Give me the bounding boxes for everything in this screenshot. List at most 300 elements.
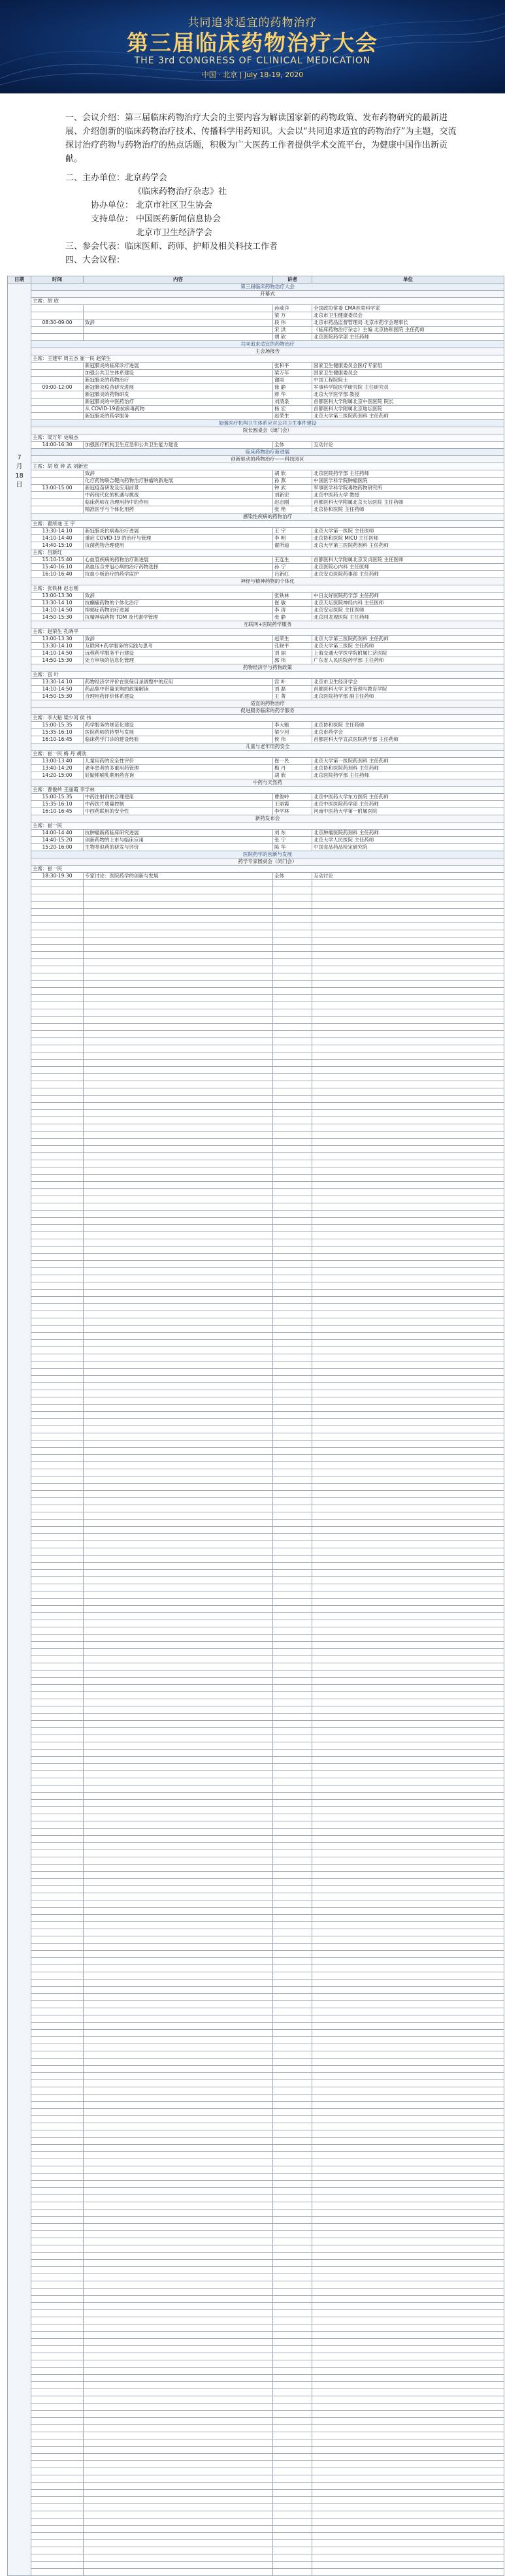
agenda-cell xyxy=(31,1620,84,1627)
agenda-cell xyxy=(84,2547,273,2554)
agenda-row xyxy=(8,2123,504,2130)
agenda-cell xyxy=(312,2202,504,2209)
agenda-row xyxy=(8,772,504,779)
agenda-cell xyxy=(84,1153,273,1160)
agenda-cell xyxy=(312,1570,504,1577)
agenda-row xyxy=(8,736,504,743)
agenda-cell xyxy=(273,1527,312,1534)
agenda-header-time: 时间 xyxy=(31,276,84,284)
agenda-row xyxy=(8,305,504,312)
agenda-cell xyxy=(31,1254,84,1261)
agenda-moderators: 主席：胡 欣 xyxy=(31,298,504,305)
agenda-speaker: 刘清泉 xyxy=(273,399,312,406)
agenda-cell xyxy=(84,1484,273,1491)
agenda-cell xyxy=(84,1944,273,1951)
agenda-row xyxy=(8,2023,504,2030)
agenda-cell xyxy=(31,1282,84,1290)
agenda-cell xyxy=(31,2109,84,2116)
agenda-cell xyxy=(84,1965,273,1972)
agenda-cell xyxy=(273,1031,312,1038)
intro-attendees-text: 临床医师、药师、护师及相关科技工作者 xyxy=(125,242,278,252)
agenda-cell xyxy=(273,2447,312,2454)
agenda-cell xyxy=(84,1333,273,1340)
agenda-time: 13:30-14:10 xyxy=(31,643,84,650)
agenda-cell xyxy=(312,2346,504,2353)
agenda-cell xyxy=(84,1714,273,1721)
agenda-cell xyxy=(273,1814,312,1821)
agenda-speaker: 李大魁 xyxy=(273,722,312,729)
agenda-cell xyxy=(312,1275,504,1282)
agenda-row xyxy=(8,1635,504,1642)
agenda-cell xyxy=(84,2152,273,2159)
agenda-row xyxy=(8,2109,504,2116)
agenda-row xyxy=(8,1060,504,1067)
agenda-row xyxy=(8,1671,504,1678)
agenda-section-row xyxy=(8,341,504,348)
agenda-cell xyxy=(312,2181,504,2188)
agenda-cell xyxy=(273,1354,312,1361)
agenda-row xyxy=(8,1527,504,1534)
agenda-speaker: 张铁林 xyxy=(273,593,312,600)
agenda-cell xyxy=(312,1548,504,1556)
agenda-cell xyxy=(312,2087,504,2095)
agenda-row xyxy=(8,327,504,334)
agenda-cell xyxy=(84,2274,273,2281)
agenda-cell xyxy=(312,952,504,959)
agenda-cell xyxy=(84,1088,273,1096)
agenda-cell xyxy=(312,2030,504,2037)
intro-attendees xyxy=(65,240,457,253)
agenda-row xyxy=(8,1742,504,1750)
agenda-org: 北京大学医学部 教授 xyxy=(312,391,504,399)
agenda-cell xyxy=(31,1886,84,1893)
agenda-cell xyxy=(84,1958,273,1965)
agenda-topic: 药品集中带量采购的政策解读 xyxy=(84,686,273,693)
agenda-cell xyxy=(84,1520,273,1527)
agenda-cell xyxy=(273,2519,312,2526)
agenda-cell xyxy=(312,1714,504,1721)
agenda-cell xyxy=(312,1908,504,1915)
agenda-cell xyxy=(84,1908,273,1915)
agenda-org: 北京大学第三医院药剂科 主任药师 xyxy=(312,636,504,643)
agenda-cell xyxy=(84,2238,273,2245)
agenda-cell xyxy=(31,1908,84,1915)
agenda-cell xyxy=(273,2159,312,2166)
agenda-speaker: 刘 丽 xyxy=(273,650,312,657)
agenda-row xyxy=(8,1326,504,1333)
agenda-cell xyxy=(273,1160,312,1167)
agenda-cell xyxy=(84,1635,273,1642)
agenda-time: 13:00-15:00 xyxy=(31,485,84,492)
agenda-cell xyxy=(31,1117,84,1124)
agenda-cell xyxy=(84,1103,273,1110)
agenda-cell xyxy=(84,2008,273,2015)
agenda-cell xyxy=(312,1081,504,1088)
agenda-cell xyxy=(273,1965,312,1972)
agenda-cell xyxy=(31,1821,84,1829)
agenda-row xyxy=(8,952,504,959)
agenda-cell xyxy=(273,2346,312,2353)
agenda-cell xyxy=(273,2468,312,2475)
agenda-table xyxy=(7,276,504,2576)
agenda-cell xyxy=(312,2439,504,2447)
agenda-cell xyxy=(31,1742,84,1750)
agenda-cell xyxy=(312,1534,504,1541)
agenda-topic: 抗癫痫药物的个体化治疗 xyxy=(84,600,273,607)
agenda-cell xyxy=(84,1031,273,1038)
agenda-cell xyxy=(31,2483,84,2490)
agenda-cell xyxy=(31,1139,84,1146)
agenda-org: 北京天坛医院神经内科 主任医师 xyxy=(312,600,504,607)
agenda-row xyxy=(8,1175,504,1182)
agenda-cell xyxy=(312,887,504,894)
agenda-cell xyxy=(312,1843,504,1850)
agenda-speaker: 吕新红 xyxy=(273,571,312,578)
agenda-cell xyxy=(312,2253,504,2260)
agenda-cell xyxy=(312,902,504,909)
agenda-cell xyxy=(312,2217,504,2224)
agenda-cell xyxy=(31,1211,84,1218)
agenda-cell xyxy=(84,1175,273,1182)
agenda-cell xyxy=(273,2411,312,2418)
agenda-cell xyxy=(84,1584,273,1591)
agenda-cell xyxy=(273,2138,312,2145)
agenda-cell xyxy=(273,1052,312,1060)
agenda-cell xyxy=(84,1110,273,1117)
agenda-cell xyxy=(312,2224,504,2231)
agenda-topic: 加强医疗机构卫生应急和公共卫生能力建设 xyxy=(84,442,273,449)
agenda-cell xyxy=(31,1900,84,1908)
agenda-cell xyxy=(84,2159,273,2166)
agenda-cell xyxy=(84,2562,273,2569)
agenda-cell xyxy=(31,2123,84,2130)
agenda-cell xyxy=(84,1318,273,1326)
agenda-cell xyxy=(84,2389,273,2396)
agenda-cell xyxy=(273,1915,312,1922)
agenda-cell xyxy=(273,1721,312,1728)
agenda-cell xyxy=(312,1261,504,1268)
agenda-cell xyxy=(273,1936,312,1944)
agenda-row xyxy=(8,1865,504,1872)
agenda-cell xyxy=(84,1052,273,1060)
agenda-cell xyxy=(273,1570,312,1577)
agenda-cell xyxy=(273,2109,312,2116)
agenda-cell xyxy=(273,1944,312,1951)
agenda-cell xyxy=(273,1692,312,1699)
agenda-cell xyxy=(31,1132,84,1139)
agenda-cell xyxy=(31,1311,84,1318)
agenda-cell xyxy=(273,1311,312,1318)
agenda-cell xyxy=(31,1017,84,1024)
agenda-cell xyxy=(312,1606,504,1613)
agenda-cell xyxy=(84,2015,273,2023)
agenda-cell xyxy=(312,1167,504,1175)
agenda-cell xyxy=(84,1814,273,1821)
agenda-cell xyxy=(31,1627,84,1635)
agenda-cell xyxy=(31,2195,84,2202)
agenda-cell xyxy=(312,1390,504,1397)
agenda-cell xyxy=(312,1728,504,1735)
agenda-cell xyxy=(31,952,84,959)
agenda-row xyxy=(8,391,504,399)
agenda-cell xyxy=(84,1785,273,1793)
agenda-cell xyxy=(273,2490,312,2497)
agenda-cell xyxy=(31,1103,84,1110)
agenda-cell xyxy=(31,1441,84,1448)
agenda-cell xyxy=(312,1448,504,1455)
agenda-cell xyxy=(273,2368,312,2375)
agenda-cell xyxy=(273,1922,312,1929)
agenda-cell xyxy=(273,1972,312,1980)
agenda-cell xyxy=(273,1024,312,1031)
agenda-row xyxy=(8,542,504,549)
agenda-cell xyxy=(312,2166,504,2174)
agenda-cell xyxy=(312,1462,504,1469)
agenda-org: 北京大学人民医院 主任药师 xyxy=(312,837,504,844)
agenda-time xyxy=(31,312,84,319)
agenda-cell xyxy=(31,1714,84,1721)
agenda-cell xyxy=(31,1419,84,1426)
agenda-row xyxy=(8,1922,504,1929)
agenda-cell xyxy=(31,1153,84,1160)
agenda-cell xyxy=(273,988,312,995)
agenda-cell xyxy=(84,1929,273,1936)
agenda-row xyxy=(8,1793,504,1800)
agenda-cell xyxy=(273,1613,312,1620)
agenda-row xyxy=(8,1347,504,1354)
agenda-cell xyxy=(84,2030,273,2037)
agenda-cell xyxy=(84,2138,273,2145)
agenda-topic: 新冠肺炎的临床诊疗进展 xyxy=(84,363,273,370)
agenda-org: 北京医院药学部 主任药师 xyxy=(312,772,504,779)
agenda-row xyxy=(8,2332,504,2339)
agenda-cell xyxy=(84,1527,273,1534)
agenda-cell xyxy=(31,1182,84,1189)
agenda-cell xyxy=(273,1383,312,1390)
agenda-cell xyxy=(31,1735,84,1742)
agenda-cell xyxy=(84,1656,273,1663)
agenda-cell xyxy=(312,1433,504,1441)
agenda-cell xyxy=(31,1785,84,1793)
agenda-cell xyxy=(312,923,504,930)
agenda-cell xyxy=(31,1793,84,1800)
agenda-cell xyxy=(273,1146,312,1153)
agenda-cell xyxy=(84,2066,273,2073)
agenda-cell xyxy=(273,1167,312,1175)
agenda-row xyxy=(8,880,504,887)
agenda-cell xyxy=(31,2073,84,2080)
agenda-cell xyxy=(31,1584,84,1591)
agenda-cell xyxy=(31,2008,84,2015)
agenda-section-title: 医院药学的创新与发展 xyxy=(31,851,504,858)
agenda-row xyxy=(8,1218,504,1225)
agenda-row xyxy=(8,319,504,327)
agenda-cell xyxy=(31,2145,84,2152)
agenda-cell xyxy=(312,2511,504,2519)
agenda-cell xyxy=(273,1361,312,1369)
agenda-cell xyxy=(273,2339,312,2346)
agenda-cell xyxy=(312,2281,504,2289)
agenda-row xyxy=(8,1685,504,1692)
agenda-row xyxy=(8,2159,504,2166)
agenda-cell xyxy=(273,1153,312,1160)
agenda-row xyxy=(8,2217,504,2224)
agenda-row xyxy=(8,377,504,384)
agenda-time: 13:30-14:10 xyxy=(31,679,84,686)
agenda-cell xyxy=(273,2360,312,2368)
agenda-cell xyxy=(312,1110,504,1117)
agenda-moderators: 主席：吕新红 xyxy=(31,549,504,557)
agenda-moderators: 主席：宫 叶 xyxy=(31,672,504,679)
agenda-cell xyxy=(31,2231,84,2238)
agenda-cell xyxy=(84,1512,273,1520)
agenda-cell xyxy=(31,1606,84,1613)
agenda-cell xyxy=(273,2511,312,2519)
agenda-topic: 抗肿瘤新药临床研究进展 xyxy=(84,830,273,837)
agenda-moderator-row xyxy=(8,866,504,873)
agenda-cell xyxy=(312,2044,504,2051)
agenda-row xyxy=(8,2152,504,2159)
agenda-cell xyxy=(84,2411,273,2418)
agenda-date-cell: 7 月 18 日 xyxy=(8,284,31,2576)
agenda-cell xyxy=(31,1692,84,1699)
agenda-section-row xyxy=(8,456,504,463)
agenda-cell xyxy=(31,1548,84,1556)
agenda-cell xyxy=(273,1642,312,1649)
agenda-speaker: 徐 静 xyxy=(273,384,312,391)
agenda-cell xyxy=(312,1879,504,1886)
agenda-cell xyxy=(84,1563,273,1570)
agenda-cell xyxy=(312,916,504,923)
agenda-cell xyxy=(31,1965,84,1972)
intro-co-organizer xyxy=(65,199,457,212)
agenda-org: 中国工程院院士 xyxy=(312,377,504,384)
agenda-cell xyxy=(31,2519,84,2526)
agenda-speaker: 全体 xyxy=(273,873,312,880)
agenda-speaker: 孔晓平 xyxy=(273,643,312,650)
agenda-cell xyxy=(31,1369,84,1376)
agenda-speaker: 宫 叶 xyxy=(273,679,312,686)
agenda-cell xyxy=(31,1505,84,1512)
agenda-moderators: 主席：张铁林 赵志刚 xyxy=(31,585,504,593)
agenda-cell xyxy=(312,1850,504,1857)
agenda-cell xyxy=(84,1505,273,1512)
agenda-cell xyxy=(84,1290,273,1297)
agenda-cell xyxy=(312,2490,504,2497)
agenda-row xyxy=(8,1750,504,1757)
agenda-cell xyxy=(273,1297,312,1304)
agenda-cell xyxy=(273,1268,312,1275)
agenda-moderator-row xyxy=(8,521,504,528)
agenda-cell xyxy=(84,1146,273,1153)
agenda-moderators: 主席：胡 欣 钟 武 刘新宏 xyxy=(31,463,504,470)
agenda-org: 全国政协常委 CMA首席科学家 xyxy=(312,305,504,312)
agenda-cell xyxy=(31,2562,84,2569)
agenda-cell xyxy=(312,1922,504,1929)
agenda-cell xyxy=(31,1829,84,1836)
agenda-cell xyxy=(31,2059,84,2066)
agenda-cell xyxy=(273,1124,312,1132)
agenda-cell xyxy=(273,1038,312,1045)
agenda-cell xyxy=(273,2281,312,2289)
agenda-cell xyxy=(312,2547,504,2554)
agenda-row xyxy=(8,1678,504,1685)
agenda-cell xyxy=(312,1254,504,1261)
agenda-row xyxy=(8,2540,504,2547)
agenda-row xyxy=(8,1915,504,1922)
agenda-cell xyxy=(84,2080,273,2087)
agenda-row xyxy=(8,2353,504,2360)
agenda-cell xyxy=(273,1096,312,1103)
agenda-row xyxy=(8,1124,504,1132)
agenda-cell xyxy=(312,1476,504,1484)
agenda-speaker: 胡 欣 xyxy=(273,772,312,779)
agenda-cell xyxy=(273,1671,312,1678)
agenda-cell xyxy=(31,1462,84,1469)
agenda-cell xyxy=(31,2023,84,2030)
agenda-cell xyxy=(312,909,504,916)
agenda-cell xyxy=(312,2296,504,2303)
agenda-cell xyxy=(31,1836,84,1843)
agenda-cell xyxy=(31,1009,84,1017)
agenda-cell xyxy=(273,2540,312,2547)
agenda-cell xyxy=(84,2526,273,2533)
agenda-cell xyxy=(84,1821,273,1829)
agenda-cell xyxy=(273,1987,312,1994)
agenda-section-title: 药物经济学与药物政策 xyxy=(31,664,504,672)
agenda-section-title: 感染性疾病的药物治疗 xyxy=(31,514,504,521)
agenda-cell xyxy=(312,1778,504,1785)
agenda-org: 国家卫生健康委员会 xyxy=(312,370,504,377)
agenda-cell xyxy=(84,1139,273,1146)
agenda-cell xyxy=(31,1096,84,1103)
agenda-moderator-row xyxy=(8,715,504,722)
agenda-cell xyxy=(312,988,504,995)
agenda-cell xyxy=(84,2296,273,2303)
agenda-cell xyxy=(31,1340,84,1347)
agenda-moderators: 主席：曹俊岭 王丽霞 李学林 xyxy=(31,787,504,794)
agenda-cell xyxy=(31,2209,84,2217)
agenda-cell xyxy=(273,902,312,909)
agenda-cell xyxy=(31,2001,84,2008)
agenda-cell xyxy=(312,1340,504,1347)
agenda-cell xyxy=(31,1498,84,1505)
agenda-cell xyxy=(312,2324,504,2332)
agenda-cell xyxy=(31,2303,84,2310)
agenda-cell xyxy=(31,1512,84,1520)
agenda-cell xyxy=(31,1706,84,1714)
agenda-row xyxy=(8,636,504,643)
agenda-org: 北京市卫生经济学会 xyxy=(312,679,504,686)
agenda-cell xyxy=(31,909,84,916)
agenda-cell xyxy=(31,1476,84,1484)
agenda-cell xyxy=(273,2432,312,2439)
agenda-row xyxy=(8,1211,504,1218)
agenda-topic: 生物类似药的研发与评价 xyxy=(84,844,273,851)
agenda-cell xyxy=(312,1663,504,1671)
agenda-cell xyxy=(273,1879,312,1886)
agenda-cell xyxy=(84,1017,273,1024)
agenda-row xyxy=(8,1232,504,1239)
agenda-row xyxy=(8,973,504,981)
agenda-cell xyxy=(84,2174,273,2181)
agenda-cell xyxy=(273,1282,312,1290)
agenda-row xyxy=(8,1520,504,1527)
agenda-cell xyxy=(312,1742,504,1750)
agenda-cell xyxy=(31,2267,84,2274)
agenda-row xyxy=(8,722,504,729)
agenda-row xyxy=(8,686,504,693)
